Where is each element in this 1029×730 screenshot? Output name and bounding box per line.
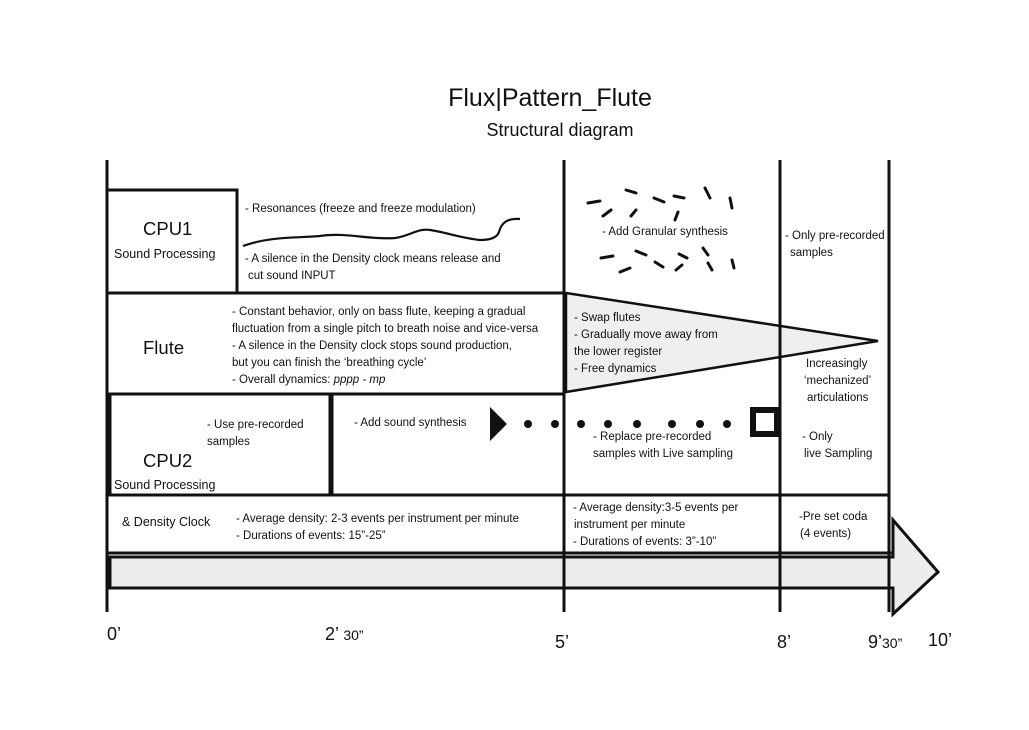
density-label: & Density Clock xyxy=(122,515,211,529)
time-label-9-30 xyxy=(868,632,902,653)
time-label-2-min: 2’ xyxy=(325,624,339,644)
cpu2-live-1: - Replace pre-recorded xyxy=(593,431,712,443)
cpu2-role: Sound Processing xyxy=(114,478,216,492)
time-label-2-sec: 30” xyxy=(343,627,364,643)
time-label-0: 0’ xyxy=(107,624,122,644)
cpu1-prerecorded-1: - Only pre-recorded xyxy=(785,230,885,242)
cpu1-role: Sound Processing xyxy=(114,247,216,261)
time-label-10: 10’ xyxy=(928,630,953,650)
cpu1-label: CPU1 xyxy=(143,218,193,239)
cpu2-only-live-2: live Sampling xyxy=(804,448,873,460)
density-s3-line1: -Pre set coda xyxy=(799,511,868,523)
cpu2-live-2: samples with Live sampling xyxy=(593,448,733,460)
density-s2-line2: instrument per minute xyxy=(574,519,686,531)
flute-increasingly: Increasingly xyxy=(806,358,868,370)
flute-note-1: - Constant behavior, only on bass flute, keeping a gradual xyxy=(232,306,526,318)
cpu1-prerecorded-2: samples xyxy=(790,247,833,259)
density-s2-line1: - Average density:3-5 events per xyxy=(573,502,739,514)
density-s1-line1: - Average density: 2-3 events per instrument per minute xyxy=(236,513,519,525)
flute-articulations: articulations xyxy=(807,392,869,404)
flute-note-4: but you can finish the ‘breathing cycle’ xyxy=(232,357,427,369)
cpu2-only-live-1: - Only xyxy=(802,431,833,443)
time-label-9-min: 9’ xyxy=(868,632,883,652)
cpu2-prerecorded-1: - Use pre-recorded xyxy=(207,419,304,431)
flute-note-3: - A silence in the Density clock stops sound production, xyxy=(232,340,512,352)
diagram-subtitle: Structural diagram xyxy=(486,120,634,140)
time-label-9-sec: 30” xyxy=(882,635,903,651)
flute-dynamics xyxy=(232,372,385,390)
cpu2-label: CPU2 xyxy=(143,450,193,471)
time-label-8: 8’ xyxy=(777,632,792,652)
flute-dynamics-value: pppp - mp xyxy=(333,374,386,386)
flute-mechanized: ‘mechanized’ xyxy=(804,375,872,387)
cpu2-prerecorded-2: samples xyxy=(207,436,250,448)
cpu1-resonances: - Resonances (freeze and freeze modulation) xyxy=(245,203,476,215)
flute-lower-register: the lower register xyxy=(574,346,663,358)
diagram-title: Flux|Pattern_Flute xyxy=(448,84,652,112)
flute-note-2: fluctuation from a single pitch to breath noise and vice-versa xyxy=(232,323,539,335)
flute-free-dynamics: - Free dynamics xyxy=(574,363,657,375)
cpu1-box xyxy=(107,190,237,293)
flute-label: Flute xyxy=(143,337,185,358)
density-s2-line3: - Durations of events: 3”-10” xyxy=(573,536,717,548)
cpu1-silence-note-2: cut sound INPUT xyxy=(248,270,336,282)
stop-marker-icon xyxy=(753,410,777,434)
resonance-wave xyxy=(243,219,520,246)
dotted-progression xyxy=(524,420,731,428)
cpu1-silence-note: - A silence in the Density clock means release and xyxy=(245,253,501,265)
flute-dynamics-label: - Overall dynamics: xyxy=(232,374,334,386)
cpu1-granular: - Add Granular synthesis xyxy=(602,226,728,238)
cpu2-synthesis: - Add sound synthesis xyxy=(354,417,467,429)
play-marker-icon xyxy=(490,407,507,441)
time-label-2-30 xyxy=(325,624,364,645)
density-s1-line2: - Durations of events: 15”-25” xyxy=(236,530,386,542)
flute-swap: - Swap flutes xyxy=(574,312,641,324)
time-label-5: 5’ xyxy=(555,632,570,652)
density-s3-line2: (4 events) xyxy=(800,528,852,540)
flute-move-away: - Gradually move away from xyxy=(574,329,718,341)
